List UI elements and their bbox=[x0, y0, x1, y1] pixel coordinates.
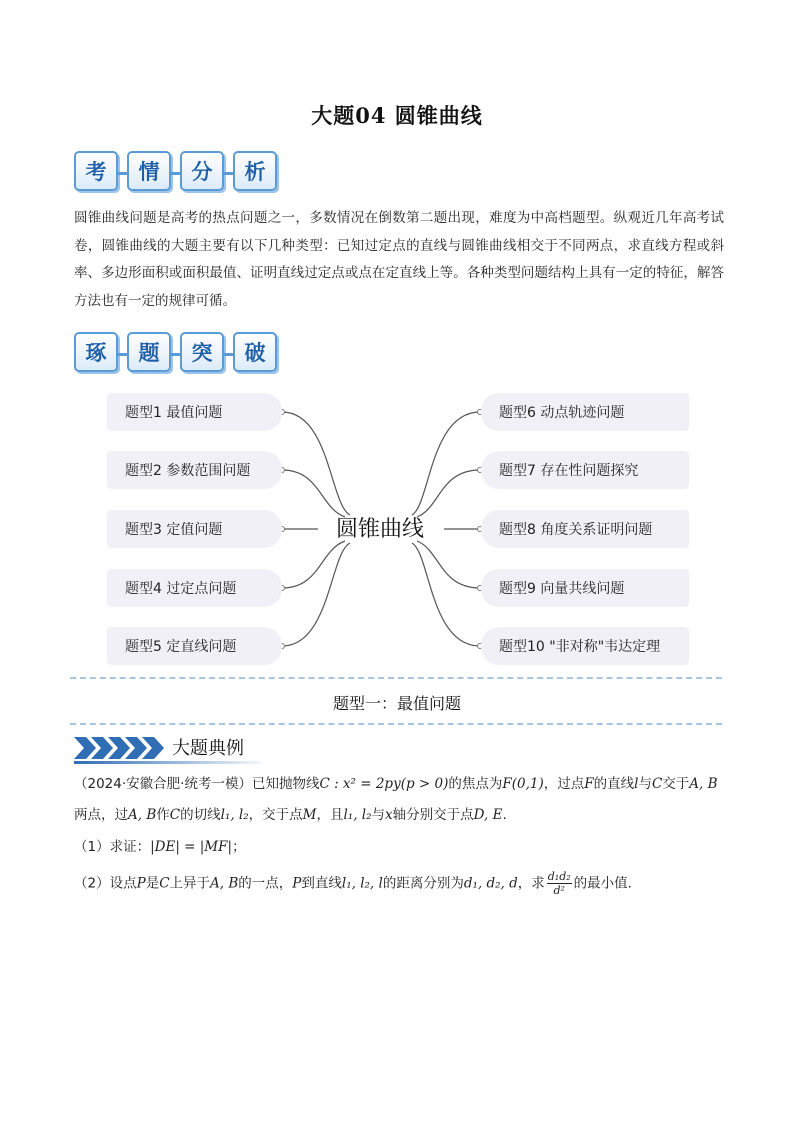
mindmap-topic-1: 题型1 最值问题 bbox=[107, 393, 282, 431]
mindmap-topic-2: 题型2 参数范围问题 bbox=[107, 451, 282, 489]
intro-paragraph: 圆锥曲线问题是高考的热点问题之一，多数情况在倒数第二题出现，难度为中高档题型。纵观近几年高考试卷，圆锥曲线的大题主要有以下几种类型：已知过定点的直线与圆锥曲线相交于不同两点，求直线方程或斜率、多边形面积或面积最值、证明直线过定点或点在定直线上等。各种类型问题结构上具有一定的特征，解答方法也有一定的规律可循。 bbox=[74, 210, 724, 309]
question-1: （1）求证：|DE| = |MF|； bbox=[74, 839, 246, 855]
breakthrough-badge-char: 题 bbox=[127, 332, 171, 372]
mindmap-topic-6: 题型6 动点轨迹问题 bbox=[481, 393, 689, 431]
parabola-equation: C : x² = 2py(p > 0) bbox=[319, 776, 449, 792]
page-title: 大题04 圆锥曲线 bbox=[311, 103, 483, 128]
q1-expression: |DE| = |MF| bbox=[150, 839, 233, 855]
mindmap-topic-5: 题型5 定直线问题 bbox=[107, 627, 282, 665]
mindmap-topic-8: 题型8 角度关系证明问题 bbox=[481, 510, 689, 548]
mindmap-topic-9: 题型9 向量共线问题 bbox=[481, 569, 689, 607]
analysis-badge-char: 析 bbox=[233, 151, 277, 191]
section-title: 题型一：最值问题 bbox=[332, 694, 461, 713]
breakthrough-badge-char: 突 bbox=[180, 332, 224, 372]
mindmap-topic-10: 题型10 "非对称"韦达定理 bbox=[481, 627, 689, 665]
mindmap-topic-7: 题型7 存在性问题探究 bbox=[481, 451, 689, 489]
mindmap-center: 圆锥曲线 bbox=[335, 517, 424, 542]
example-heading: 大题典例 bbox=[172, 738, 244, 759]
problem-line-1: （2024·安徽合肥·统考一模）已知抛物线C : x² = 2py(p > 0)的焦点为F(0,1)，过点F的直线l与C交于A, B bbox=[74, 776, 718, 792]
ratio-fraction: $\frac{\text{d₁d₂}}{\text{d²}}$ bbox=[547, 870, 571, 897]
section-divider-bottom bbox=[70, 723, 722, 725]
focus-point: F(0,1) bbox=[502, 776, 544, 792]
analysis-badge-char: 情 bbox=[127, 151, 171, 191]
mindmap-topic-4: 题型4 过定点问题 bbox=[107, 569, 282, 607]
question-2: （2）设点P是C上异于A, B的一点，P到直线l₁, l₂, l的距离分别为d₁, d₂, d，求 $\frac{\text{d₁d₂}}{\text{d²}}$ 的最小值. bbox=[74, 870, 632, 897]
analysis-badge-char: 分 bbox=[180, 151, 224, 191]
heading-underline bbox=[74, 761, 262, 764]
chevron-arrows-icon bbox=[74, 737, 166, 759]
breakthrough-badge-char: 琢 bbox=[74, 332, 118, 372]
mindmap-topic-3: 题型3 定值问题 bbox=[107, 510, 282, 548]
section-divider-top bbox=[70, 677, 722, 679]
problem-line-2: 两点，过A, B作C的切线l₁, l₂，交于点M，且l₁, l₂与x轴分别交于点D, E. bbox=[74, 807, 507, 823]
analysis-badge-char: 考 bbox=[74, 151, 118, 191]
breakthrough-badge-char: 破 bbox=[233, 332, 277, 372]
